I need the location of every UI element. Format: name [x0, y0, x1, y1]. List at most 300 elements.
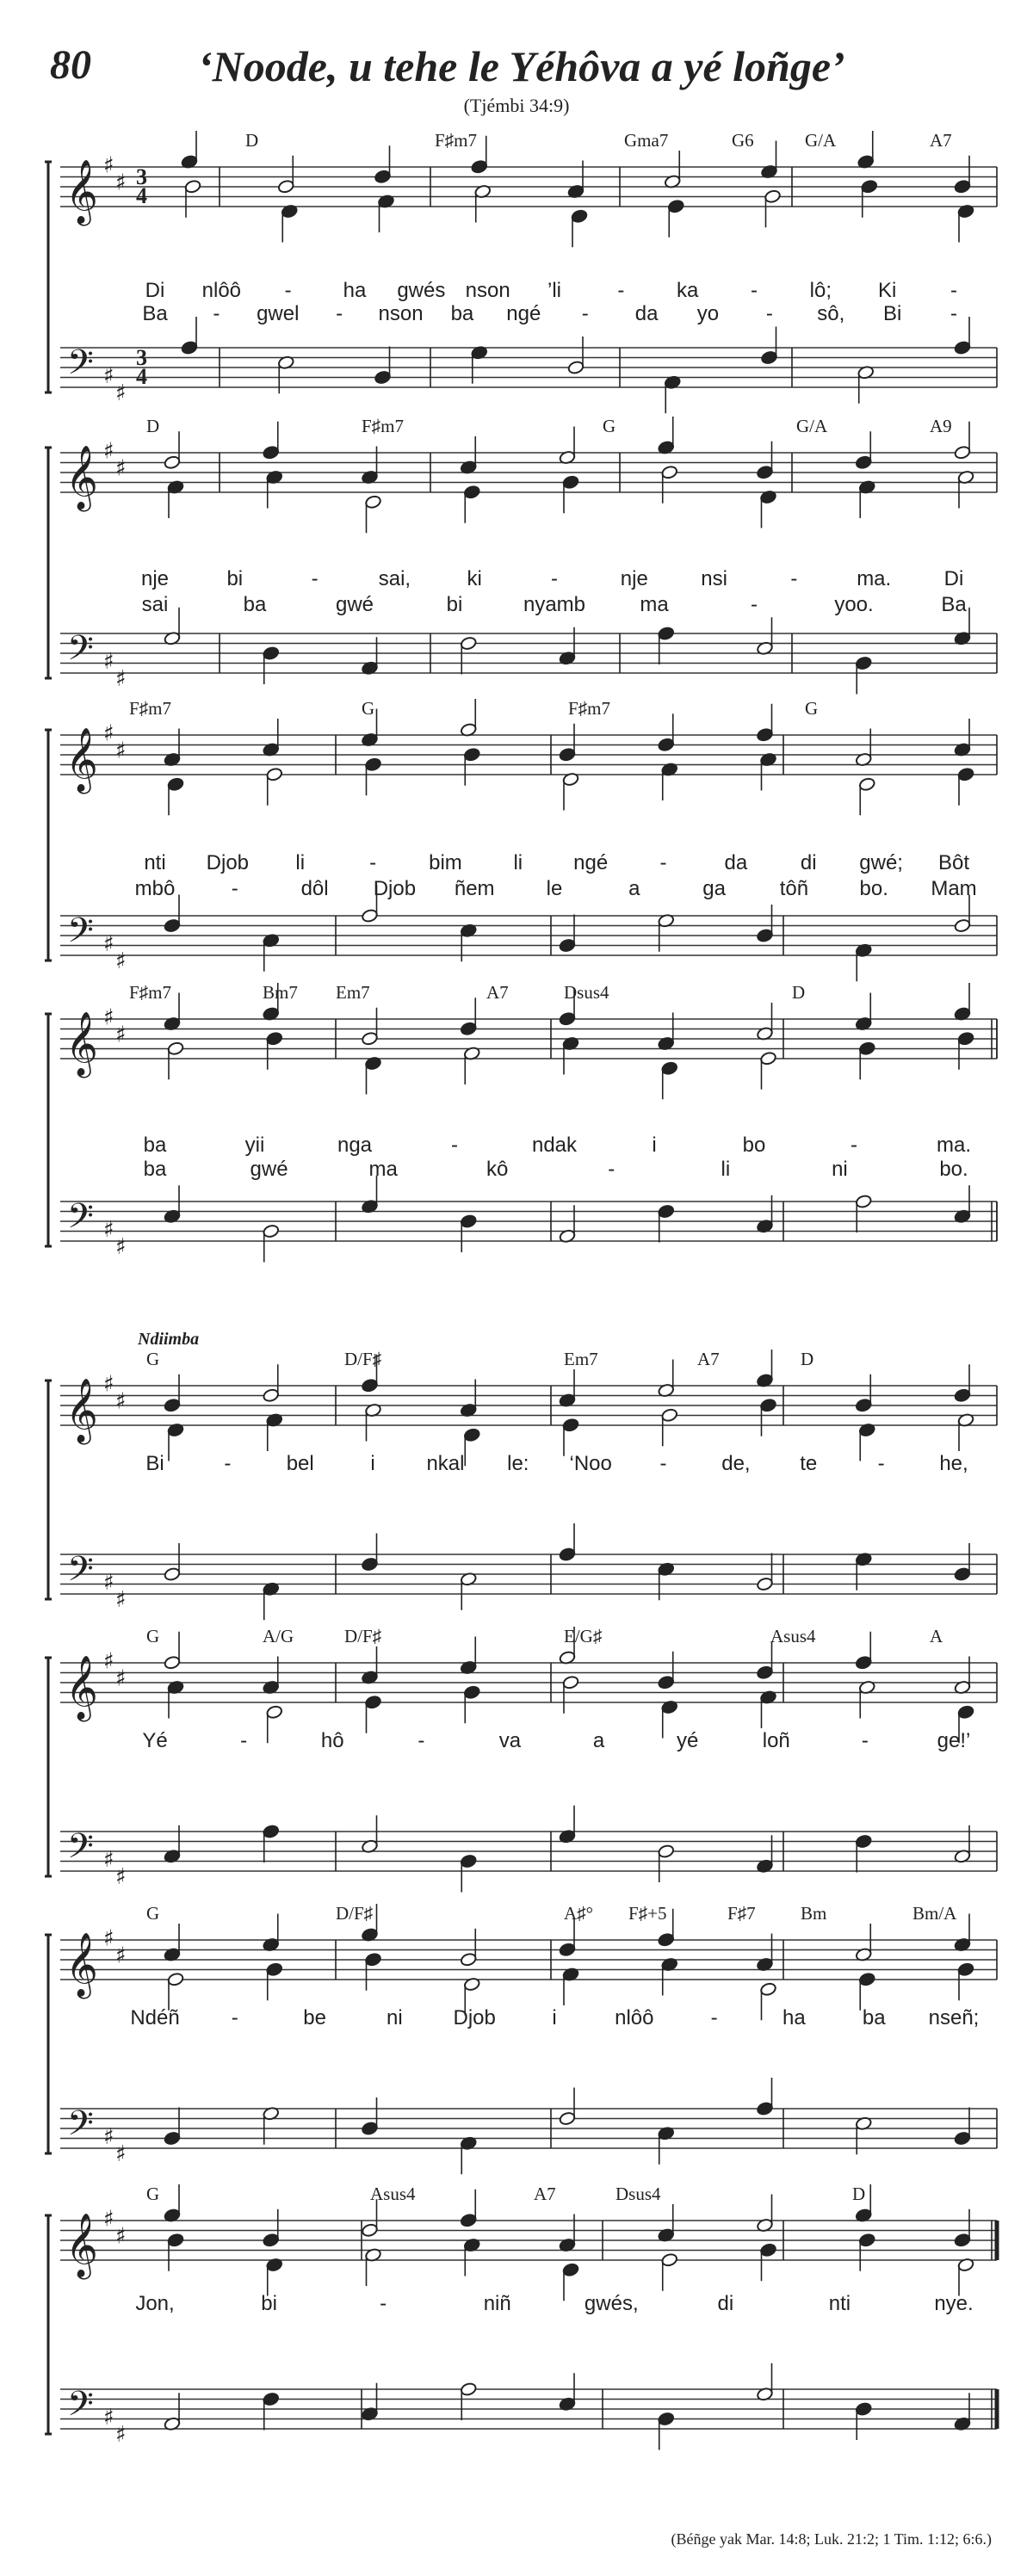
system-4-lyric-syllable: ba	[143, 1134, 167, 1157]
system-5-bass-sharp-icon: ♯	[103, 1570, 114, 1596]
system-6-chord-symbol: A/G	[263, 1626, 294, 1646]
system-1-lyric-syllable: -	[765, 302, 773, 325]
system-4-lyric-syllable: -	[851, 1134, 857, 1157]
system-8-treble-note-head	[263, 2233, 280, 2247]
system-8-treble-note-head	[361, 2223, 378, 2238]
system-1-lyric-syllable: -	[213, 302, 220, 325]
system-2-lyric-syllable: Ba	[941, 593, 967, 616]
system-8-lyric-syllable: Jon,	[135, 2292, 175, 2315]
system-1-lyric-syllable: Bi	[882, 302, 902, 325]
system-3-treble-note-head	[559, 747, 576, 762]
system-3-treble-sharp-icon: ♯	[103, 720, 114, 747]
song-title: ‘Noode, u tehe le Yéhôva a yé loñge’	[198, 42, 845, 90]
system-1-lyric-syllable: -	[950, 279, 957, 302]
system-3-treble-clef-icon: 𝄞	[65, 728, 98, 792]
system-7-chord-symbol: G	[146, 1903, 160, 1924]
system-2-bass-note-head	[263, 646, 280, 660]
system-7-treble-clef-icon: 𝄞	[65, 1933, 98, 1997]
system-5-treble-sharp-icon: ♯	[115, 1388, 127, 1415]
system-1-lyric-syllable: -	[950, 302, 957, 325]
system-5-lyric-syllable: he,	[939, 1452, 968, 1475]
system-4-chord-symbol: Bm7	[263, 982, 298, 1003]
system-7-bass-clef-icon: 𝄢	[67, 2103, 94, 2152]
system-4-lyric-syllable: ba	[143, 1158, 167, 1181]
system-1-lyric-syllable: ba	[450, 302, 474, 325]
system-6-lyric-syllable: -	[240, 1729, 248, 1752]
system-2-lyric-syllable: -	[551, 567, 558, 590]
system-5-treble-note-head	[855, 1398, 872, 1412]
system-8-brace-icon	[45, 2215, 52, 2434]
system-2-chord-symbol: G/A	[796, 416, 828, 436]
system-2-treble-note-head	[855, 455, 872, 470]
system-5-lyric-syllable: ‘Noo	[569, 1452, 612, 1475]
system-2-chord-symbol: G	[603, 416, 616, 436]
system-1-alto-note-head	[667, 199, 684, 213]
system-7-lyric-syllable: -	[231, 2006, 238, 2029]
system-6-treble-note-head	[756, 1665, 773, 1680]
system-2-lyric-syllable: ma	[640, 593, 669, 616]
system-3-alto-note-head	[364, 757, 381, 772]
system-6-chord-symbol: D/F♯	[344, 1626, 382, 1646]
system-6-chord-symbol: G	[146, 1626, 160, 1646]
system-5-bass-note-head	[756, 1577, 773, 1591]
system-5-bass-sharp-icon: ♯	[115, 1587, 127, 1614]
system-1-lyric-syllable: da	[634, 302, 659, 325]
system-6-bass-note-head	[855, 1834, 872, 1849]
system-4-bass-note-head	[855, 1194, 872, 1208]
system-4-alto-note-head	[957, 1031, 974, 1046]
system-1-lyric-syllable: nlôô	[201, 279, 242, 302]
system-4-bass-clef-icon: 𝄢	[67, 1196, 94, 1245]
system-1-lyric-syllable: nson	[465, 279, 510, 302]
system-2-chord-symbol: D	[146, 416, 160, 436]
system-4-bass-sharp-icon: ♯	[103, 1217, 114, 1243]
system-8-chord-symbol: Dsus4	[615, 2184, 661, 2204]
system-1-lyric-syllable: -	[581, 302, 589, 325]
time-signature-treble: 4	[136, 183, 147, 208]
system-2-lyric-syllable: sai	[141, 593, 169, 616]
system-2-treble-note-head	[954, 445, 971, 460]
system-5-treble-note-head	[263, 1388, 280, 1403]
system-1-treble-note-head	[374, 170, 391, 184]
system-3-chord-symbol: F♯m7	[129, 698, 172, 719]
system-7-chord-symbol: A♯°	[564, 1903, 594, 1924]
system-8-chord-symbol: G	[146, 2184, 160, 2204]
system-4-lyric-syllable: -	[451, 1134, 458, 1157]
system-1-treble-note-head	[954, 179, 971, 194]
system-2-bass-sharp-icon: ♯	[115, 666, 127, 693]
time-signature-treble: 3	[136, 164, 147, 189]
system-6-lyric-syllable: ge!’	[937, 1729, 971, 1752]
system-3-lyric-syllable: -	[659, 851, 667, 874]
system-2-lyric-syllable: sai,	[378, 567, 411, 590]
system-1-treble-note-head	[277, 179, 294, 194]
system-1-lyric-syllable: gwel	[257, 302, 300, 325]
system-3-alto-note-head	[266, 767, 283, 781]
system-3-lyric-syllable: li	[295, 851, 306, 874]
system-7-chord-symbol: F♯7	[727, 1903, 756, 1924]
system-1-treble-note-head	[471, 159, 488, 174]
system-6-lyric-syllable: -	[418, 1729, 425, 1752]
system-3-bass-sharp-icon: ♯	[103, 931, 114, 957]
system-8-lyric-syllable: -	[380, 2292, 387, 2315]
system-4-lyric-syllable: ni	[832, 1158, 848, 1181]
system-1-lyric-syllable: lô;	[809, 279, 832, 302]
system-3-alto-note-head	[957, 767, 974, 781]
system-5-bass-note-head	[954, 1566, 971, 1581]
system-2-lyric-syllable: -	[790, 567, 798, 590]
song-number: 80	[50, 42, 91, 88]
system-4-chord-symbol: D	[792, 982, 806, 1003]
system-8-alto-note-head	[167, 2233, 184, 2247]
system-3-treble-note-head	[756, 727, 773, 742]
system-2-lyric-syllable: ma.	[857, 567, 892, 590]
system-8-lyric-syllable: di	[717, 2292, 734, 2315]
system-6-treble-note-head	[658, 1675, 675, 1690]
system-5-lyric-syllable: le:	[507, 1452, 529, 1475]
system-8-bass-sharp-icon: ♯	[103, 2405, 114, 2431]
system-3-lyric-syllable: a	[628, 877, 640, 900]
system-8-lyric-syllable: gwés,	[584, 2292, 639, 2315]
system-3-treble-note-head	[658, 738, 675, 752]
system-2-bass-note-head	[460, 636, 477, 651]
system-5-chord-symbol: D	[801, 1349, 814, 1369]
system-6-brace-icon	[45, 1658, 52, 1876]
system-3-lyric-syllable: bo.	[859, 877, 888, 900]
system-3-treble-sharp-icon: ♯	[115, 738, 127, 764]
system-3-lyric-syllable: -	[231, 877, 238, 900]
system-8-chord-symbol: A7	[534, 2184, 556, 2204]
system-2-chord-symbol: F♯m7	[362, 416, 405, 436]
system-4-lyric-syllable: ndak	[531, 1134, 578, 1157]
system-1-bass-note-head	[760, 350, 777, 365]
system-5-lyric-syllable: nkal	[426, 1452, 465, 1475]
system-7-bass-note-head	[361, 2121, 378, 2135]
system-2-alto-note-head	[562, 475, 579, 490]
system-8-lyric-syllable: nti	[828, 2292, 851, 2315]
system-1-lyric-syllable: -	[284, 279, 292, 302]
system-4-lyric-syllable: ma	[368, 1158, 398, 1181]
system-5-alto-note-head	[562, 1418, 579, 1432]
system-5-alto-note-head	[661, 1408, 678, 1423]
system-2-lyric-syllable: ki	[467, 567, 482, 590]
system-7-lyric-syllable: be	[303, 2006, 326, 2029]
system-6-lyric-syllable: Yé	[142, 1729, 168, 1752]
system-8-alto-note-head	[661, 2252, 678, 2267]
system-7-treble-note-head	[658, 1932, 675, 1947]
system-1-treble-sharp-icon: ♯	[115, 170, 127, 196]
system-4-lyric-syllable: bo	[742, 1134, 766, 1157]
system-1-alto-note-head	[184, 179, 201, 194]
system-4-lyric-syllable: ma.	[936, 1134, 972, 1157]
system-4-alto-note-head	[661, 1061, 678, 1076]
system-5-chord-symbol: G	[146, 1349, 160, 1369]
system-1-chord-symbol: F♯m7	[435, 130, 478, 151]
system-5-bass-note-head	[361, 1557, 378, 1572]
system-4-alto-note-head	[759, 1051, 776, 1066]
system-7-lyric-syllable: Djob	[453, 2006, 496, 2029]
system-8-alto-note-head	[759, 2243, 776, 2258]
system-2-lyric-syllable: nsi	[701, 567, 727, 590]
system-3-lyric-syllable: da	[724, 851, 748, 874]
system-2-treble-note-head	[164, 455, 181, 470]
system-5-bass-note-head	[559, 1547, 576, 1561]
system-4-alto-note-head	[858, 1041, 875, 1056]
system-4-bass-note-head	[460, 1214, 477, 1228]
system-1-bass-note-head	[954, 340, 971, 355]
system-7-bass-note-head	[164, 2131, 181, 2146]
system-3-chord-symbol: G	[805, 698, 819, 719]
system-1-bass-clef-icon: 𝄢	[67, 343, 94, 391]
system-8-treble-clef-icon: 𝄞	[65, 2214, 98, 2277]
system-7-lyric-syllable: ha	[782, 2006, 806, 2029]
system-3-lyric-syllable: di	[800, 851, 817, 874]
system-1-lyric-syllable: -	[751, 279, 758, 302]
system-2-lyric-syllable: nje	[620, 567, 648, 590]
system-6-lyric-syllable: hô	[320, 1729, 344, 1752]
system-4-lyric-syllable: kô	[486, 1158, 509, 1181]
system-7-bass-note-head	[954, 2131, 971, 2146]
system-5-brace-icon	[45, 1381, 52, 1599]
system-4-brace-icon	[45, 1014, 52, 1246]
system-6-chord-symbol: Asus4	[770, 1626, 816, 1646]
system-6-alto-note-head	[957, 1705, 974, 1720]
system-7-lyric-syllable: ni	[387, 2006, 403, 2029]
system-3-lyric-syllable: li	[513, 851, 523, 874]
system-6-lyric-syllable: a	[592, 1729, 605, 1752]
system-7-chord-symbol: Bm/A	[912, 1903, 957, 1924]
system-2-lyric-syllable: -	[751, 593, 758, 616]
system-1-bass-note-head	[181, 340, 198, 355]
system-1-bass-sharp-icon: ♯	[115, 380, 127, 407]
footer-references: (Béñge yak Mar. 14:8; Luk. 21:2; 1 Tim. 1:12; 6:6.)	[671, 2530, 992, 2548]
system-2-bass-note-head	[658, 626, 675, 640]
system-8-treble-note-head	[954, 2233, 971, 2247]
system-8-bass-note-head	[263, 2392, 280, 2406]
system-7-lyric-syllable: nlôô	[615, 2006, 654, 2029]
system-2-treble-note-head	[756, 465, 773, 479]
system-7-bass-sharp-icon: ♯	[115, 2141, 127, 2168]
system-7-bass-sharp-icon: ♯	[103, 2124, 114, 2150]
system-4-chord-symbol: Dsus4	[564, 982, 609, 1003]
system-4-treble-note-head	[559, 1011, 576, 1026]
system-3-bass-clef-icon: 𝄢	[67, 911, 94, 959]
system-6-bass-sharp-icon: ♯	[115, 1864, 127, 1891]
system-1-bass-note-head	[374, 370, 391, 385]
system-1-lyric-syllable: -	[617, 279, 625, 302]
system-3-bass-note-head	[756, 928, 773, 942]
system-1-alto-note-head	[764, 189, 781, 204]
system-3-lyric-syllable: Bôt	[937, 851, 970, 874]
system-6-alto-note-head	[364, 1695, 381, 1709]
system-3-bass-note-head	[559, 938, 576, 953]
system-7-alto-note-head	[957, 1962, 974, 1977]
system-7-chord-symbol: Bm	[801, 1903, 827, 1924]
system-8-lyric-syllable: bi	[261, 2292, 277, 2315]
system-7-bass-note-head	[756, 2101, 773, 2116]
system-3-lyric-syllable: ngé	[573, 851, 609, 874]
system-1-lyric-syllable: Di	[145, 279, 165, 302]
system-7-treble-note-head	[460, 1952, 477, 1967]
system-5-treble-note-head	[954, 1388, 971, 1403]
system-7-lyric-syllable: -	[710, 2006, 718, 2029]
system-2-lyric-syllable: nje	[140, 567, 170, 590]
system-4-lyric-syllable: -	[608, 1158, 615, 1181]
system-4-treble-note-head	[361, 1031, 378, 1046]
system-2-bass-sharp-icon: ♯	[103, 649, 114, 675]
system-6-alto-note-head	[266, 1705, 283, 1720]
system-7-chord-symbol: F♯+5	[628, 1903, 667, 1924]
system-2-alto-note-head	[661, 465, 678, 479]
system-4-lyric-syllable: nga	[337, 1134, 373, 1157]
system-5-treble-note-head	[361, 1378, 378, 1393]
system-6-alto-note-head	[463, 1685, 480, 1700]
system-8-treble-sharp-icon: ♯	[103, 2206, 114, 2233]
system-3-bass-note-head	[954, 918, 971, 933]
time-signature-bass: 4	[136, 364, 147, 389]
system-1-alto-note-head	[861, 179, 878, 194]
system-2-alto-note-head	[364, 495, 381, 510]
system-3-bass-note-head	[164, 918, 181, 933]
system-7-alto-note-head	[167, 1972, 184, 1986]
system-3-lyric-syllable: nti	[144, 851, 166, 874]
system-1-lyric-syllable: Ba	[142, 302, 168, 325]
system-8-bass-note-head	[460, 2381, 477, 2396]
system-2-lyric-syllable: -	[311, 567, 319, 590]
system-3-alto-note-head	[463, 747, 480, 762]
system-3-lyric-syllable: ga	[702, 877, 726, 900]
system-4-bass-note-head	[658, 1204, 675, 1219]
system-1-lyric-syllable: gwés	[397, 279, 446, 302]
system-5-treble-sharp-icon: ♯	[103, 1371, 114, 1398]
system-6-lyric-syllable: -	[861, 1729, 869, 1752]
system-7-lyric-syllable: Ndéñ	[130, 2006, 180, 2029]
system-4-lyric-syllable: bo.	[939, 1158, 968, 1181]
system-4-lyric-syllable: li	[721, 1158, 731, 1181]
system-6-chord-symbol: A	[930, 1626, 943, 1646]
system-7-brace-icon	[45, 1935, 52, 2153]
system-2-lyric-syllable: Di	[943, 567, 964, 590]
system-3-chord-symbol: F♯m7	[568, 698, 611, 719]
system-1-chord-symbol: Gma7	[624, 130, 669, 151]
scripture-reference: (Tjémbi 34:9)	[463, 95, 570, 116]
system-1-lyric-syllable: ha	[343, 279, 367, 302]
system-4-treble-note-head	[460, 1022, 477, 1036]
system-2-lyric-syllable: ba	[243, 593, 267, 616]
system-8-lyric-syllable: nye.	[934, 2292, 974, 2315]
system-1-lyric-syllable: nson	[378, 302, 424, 325]
system-4-bass-sharp-icon: ♯	[115, 1234, 127, 1261]
system-5-lyric-syllable: i	[370, 1452, 375, 1475]
system-5-lyric-syllable: -	[224, 1452, 232, 1475]
system-1-chord-symbol: G/A	[805, 130, 837, 151]
system-4-treble-sharp-icon: ♯	[103, 1004, 114, 1031]
system-5-chord-symbol: D/F♯	[344, 1349, 382, 1369]
system-2-lyric-syllable: bi	[226, 567, 244, 590]
system-1-bass-note-head	[567, 360, 585, 374]
system-6-treble-note-head	[164, 1655, 181, 1670]
system-8-alto-note-head	[858, 2233, 875, 2247]
time-signature-bass: 3	[136, 345, 147, 370]
system-7-lyric-syllable: ba	[862, 2006, 886, 2029]
system-7-alto-note-head	[266, 1962, 283, 1977]
system-1-lyric-syllable: ngé	[506, 302, 541, 325]
system-2-lyric-syllable: gwé	[335, 593, 374, 616]
system-1-chord-symbol: D	[245, 130, 259, 151]
system-2-treble-sharp-icon: ♯	[115, 455, 127, 482]
system-3-alto-note-head	[167, 777, 184, 792]
system-7-alto-note-head	[858, 1972, 875, 1986]
system-3-lyric-syllable: le	[546, 877, 563, 900]
system-6-bass-sharp-icon: ♯	[103, 1847, 114, 1873]
system-3-lyric-syllable: Djob	[206, 851, 250, 874]
system-2-alto-note-head	[463, 485, 480, 499]
system-5-chord-symbol: Em7	[564, 1349, 598, 1369]
system-2-chord-symbol: A9	[930, 416, 952, 436]
system-3-lyric-syllable: tôñ	[779, 877, 809, 900]
system-1-chord-symbol: G6	[732, 130, 754, 151]
system-3-bass-sharp-icon: ♯	[115, 948, 127, 975]
system-8-bass-sharp-icon: ♯	[115, 2422, 127, 2449]
system-6-lyric-syllable: loñ	[762, 1729, 790, 1752]
system-5-lyric-syllable: de,	[721, 1452, 751, 1475]
system-5-lyric-syllable: Bi	[145, 1452, 164, 1475]
system-2-lyric-syllable: bi	[446, 593, 463, 616]
system-1-treble-clef-icon: 𝄞	[65, 160, 98, 224]
system-3-lyric-syllable: gwé;	[859, 851, 903, 874]
system-8-chord-symbol: D	[852, 2184, 866, 2204]
system-1-lyric-syllable: -	[336, 302, 343, 325]
system-4-chord-symbol: A7	[486, 982, 509, 1003]
system-4-treble-sharp-icon: ♯	[115, 1022, 127, 1048]
tempo-mark: Ndiimba	[138, 1330, 200, 1349]
system-8-bass-clef-icon: 𝄢	[67, 2384, 94, 2432]
system-6-bass-note-head	[460, 1854, 477, 1869]
system-5-lyric-syllable: bel	[286, 1452, 314, 1475]
system-5-treble-clef-icon: 𝄞	[65, 1379, 98, 1442]
system-8-bass-note-head	[855, 2401, 872, 2416]
system-7-treble-note-head	[559, 1943, 576, 1957]
system-7-bass-note-head	[559, 2111, 576, 2126]
system-7-alto-note-head	[759, 1982, 776, 1997]
system-1-lyric-syllable: yo	[696, 302, 720, 325]
system-6-bass-note-head	[263, 1824, 280, 1838]
system-8-chord-symbol: Asus4	[370, 2184, 416, 2204]
system-2-lyric-syllable: yoo.	[834, 593, 874, 616]
system-5-treble-note-head	[164, 1398, 181, 1412]
system-2-treble-clef-icon: 𝄞	[65, 446, 98, 510]
system-5-chord-symbol: A7	[697, 1349, 720, 1369]
system-6-bass-clef-icon: 𝄢	[67, 1826, 94, 1875]
system-6-treble-sharp-icon: ♯	[103, 1648, 114, 1675]
system-3-bass-note-head	[361, 908, 378, 923]
system-8-lyric-syllable: niñ	[483, 2292, 511, 2315]
system-3-lyric-syllable: dôl	[300, 877, 329, 900]
system-5-alto-note-head	[463, 1428, 480, 1442]
system-2-treble-sharp-icon: ♯	[103, 438, 114, 465]
system-6-alto-note-head	[562, 1675, 579, 1690]
system-6-treble-note-head	[855, 1655, 872, 1670]
system-5-bass-note-head	[164, 1566, 181, 1581]
system-4-chord-symbol: Em7	[336, 982, 370, 1003]
system-1-chord-symbol: A7	[930, 130, 952, 151]
system-3-lyric-syllable: Djob	[373, 877, 417, 900]
system-2-lyric-syllable: nyamb	[523, 593, 586, 616]
system-1-alto-note-head	[571, 209, 588, 224]
system-4-alto-note-head	[266, 1031, 283, 1046]
system-6-lyric-syllable: va	[498, 1729, 522, 1752]
system-4-lyric-syllable: gwé	[250, 1158, 288, 1181]
